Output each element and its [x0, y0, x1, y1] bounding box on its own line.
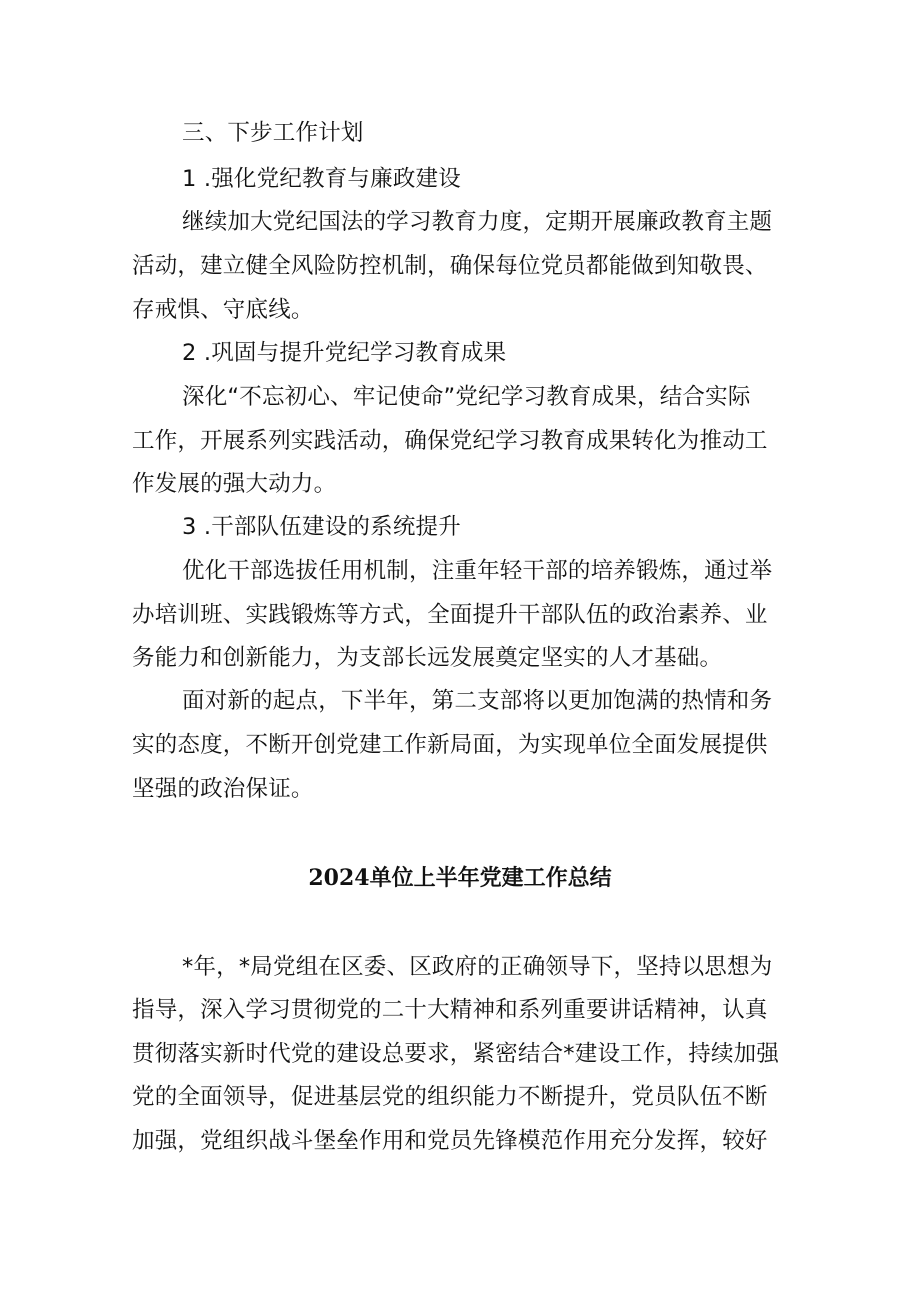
section-heading: 三、下步工作计划	[182, 120, 364, 146]
item-2-line-1: 深化“不忘初心、牢记使命”党纪学习教育成果，结合实际	[182, 384, 751, 410]
item-2-heading: 2 .巩固与提升党纪学习教育成果	[182, 340, 507, 366]
intro-line-3: 贯彻落实新时代党的建设总要求，紧密结合*建设工作，持续加强	[132, 1041, 780, 1067]
closing-line-1: 面对新的起点，下半年，第二支部将以更加饱满的热情和务	[182, 688, 773, 714]
item-1-line-3: 存戒惧、守底线。	[132, 297, 314, 323]
intro-line-2: 指导，深入学习贯彻党的二十大精神和系列重要讲话精神，认真	[132, 997, 768, 1023]
item-3-line-1: 优化干部选拔任用机制，注重年轻干部的培养锻炼，通过举	[182, 558, 773, 584]
intro-line-5: 加强，党组织战斗堡垒作用和党员先锋模范作用充分发挥，较好	[132, 1128, 768, 1154]
item-1-heading: 1 .强化党纪教育与廉政建设	[182, 166, 461, 192]
item-3-line-2: 办培训班、实践锻炼等方式，全面提升干部队伍的政治素养、业	[132, 602, 768, 628]
closing-line-2: 实的态度，不断开创党建工作新局面，为实现单位全面发展提供	[132, 732, 768, 758]
item-2-line-3: 作发展的强大动力。	[132, 471, 337, 497]
item-3-heading: 3 .干部队伍建设的系统提升	[182, 514, 461, 540]
item-3-line-3: 务能力和创新能力，为支部长远发展奠定坚实的人才基础。	[132, 645, 723, 671]
intro-line-1: *年，*局党组在区委、区政府的正确领导下，坚持以思想为	[182, 954, 773, 980]
intro-line-4: 党的全面领导，促进基层党的组织能力不断提升，党员队伍不断	[132, 1084, 768, 1110]
closing-line-3: 坚强的政治保证。	[132, 776, 314, 802]
item-2-line-2: 工作，开展系列实践活动，确保党纪学习教育成果转化为推动工	[132, 428, 768, 454]
document-title: 2024单位上半年党建工作总结	[308, 865, 612, 891]
item-1-line-2: 活动，建立健全风险防控机制，确保每位党员都能做到知敬畏、	[132, 253, 768, 279]
item-1-line-1: 继续加大党纪国法的学习教育力度，定期开展廉政教育主题	[182, 209, 773, 235]
